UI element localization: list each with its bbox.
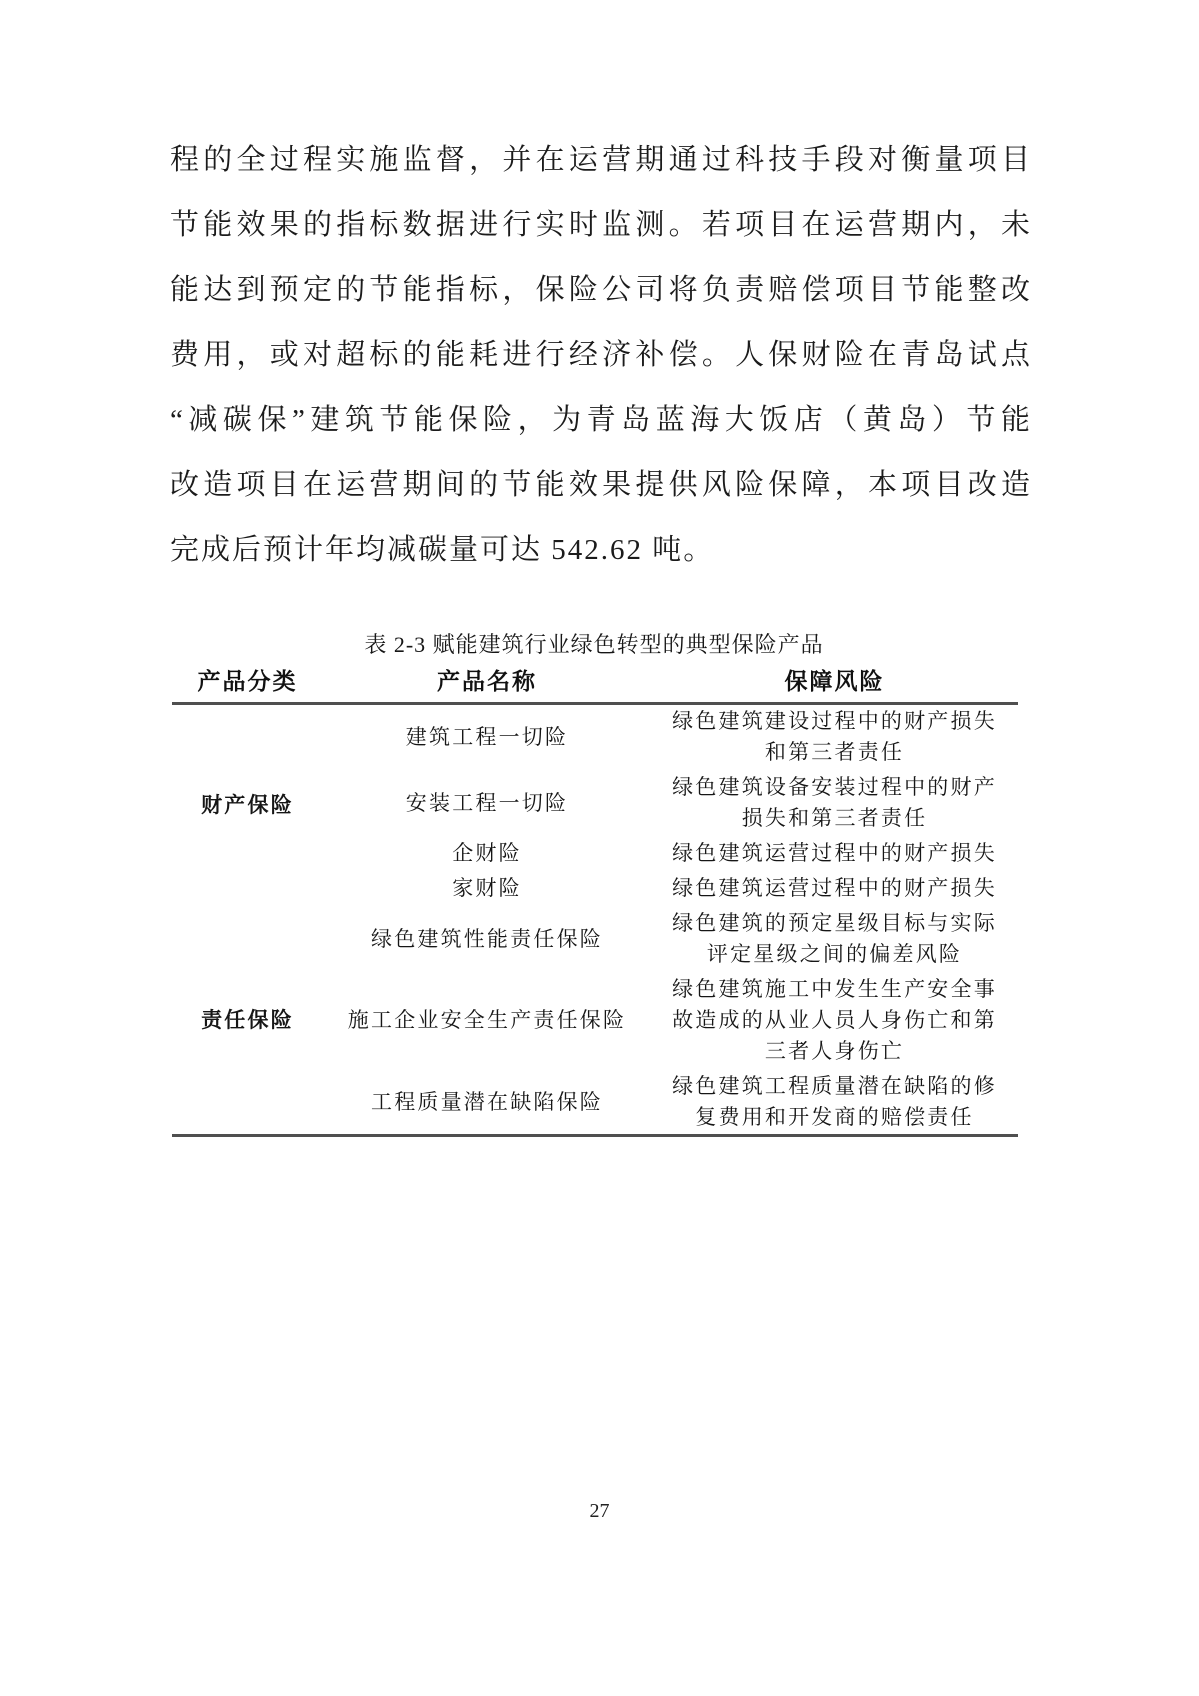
insurance-table-wrap: [172, 660, 1016, 1137]
insurance-table-body: [173, 704, 1017, 1136]
page-number: 27: [589, 1500, 610, 1522]
covered-risk-cell: 绿色建筑的预定星级目标与实际评定星级之间的偏差风险: [652, 906, 1017, 972]
paragraph-line: 完成后预计年均减碳量可达 542.62 吨。: [170, 534, 715, 566]
table-caption: 表 2-3 赋能建筑行业绿色转型的典型保险产品: [364, 632, 824, 657]
product-name-cell: 施工企业安全生产责任保险: [322, 972, 652, 1069]
covered-risk-cell: 绿色建筑施工中发生生产安全事故造成的从业人员人身伤亡和第三者人身伤亡: [652, 972, 1017, 1069]
covered-risk-cell: 绿色建筑工程质量潜在缺陷的修复费用和开发商的赔偿责任: [652, 1069, 1017, 1136]
paragraph-line: 费用，或对超标的能耗进行经济补偿。人保财险在青岛试点: [170, 339, 1032, 371]
paragraph-line: 节能效果的指标数据进行实时监测。若项目在运营期内，未: [170, 209, 1032, 241]
table-row: [173, 704, 1017, 771]
product-name-cell: 家财险: [322, 871, 652, 906]
table-header-row: [173, 660, 1017, 704]
category-cell: 责任保险: [173, 906, 322, 1136]
covered-risk-cell: 绿色建筑运营过程中的财产损失: [652, 836, 1017, 871]
product-name-cell: 工程质量潜在缺陷保险: [322, 1069, 652, 1136]
paragraph: [170, 128, 1032, 583]
product-name-cell: 建筑工程一切险: [322, 704, 652, 771]
table-row: [173, 906, 1017, 972]
covered-risk-cell: 绿色建筑运营过程中的财产损失: [652, 871, 1017, 906]
column-header-product-category: 产品分类: [173, 660, 322, 704]
paragraph-line: 改造项目在运营期间的节能效果提供风险保障，本项目改造: [170, 469, 1032, 501]
product-name-cell: 绿色建筑性能责任保险: [322, 906, 652, 972]
column-header-covered-risk: 保障风险: [652, 660, 1017, 704]
column-header-product-name: 产品名称: [322, 660, 652, 704]
category-cell: 财产保险: [173, 704, 322, 907]
paragraph-line: 程的全过程实施监督，并在运营期通过科技手段对衡量项目: [170, 144, 1032, 176]
table-header: [173, 660, 1017, 704]
covered-risk-cell: 绿色建筑设备安装过程中的财产损失和第三者责任: [652, 770, 1017, 836]
paragraph-line: “减碳保”建筑节能保险，为青岛蓝海大饭店（黄岛）节能: [170, 404, 1032, 436]
insurance-table: [172, 660, 1018, 1137]
covered-risk-cell: 绿色建筑建设过程中的财产损失和第三者责任: [652, 704, 1017, 771]
product-name-cell: 安装工程一切险: [322, 770, 652, 836]
product-name-cell: 企财险: [322, 836, 652, 871]
paragraph-line: 能达到预定的节能指标，保险公司将负责赔偿项目节能整改: [170, 274, 1032, 306]
